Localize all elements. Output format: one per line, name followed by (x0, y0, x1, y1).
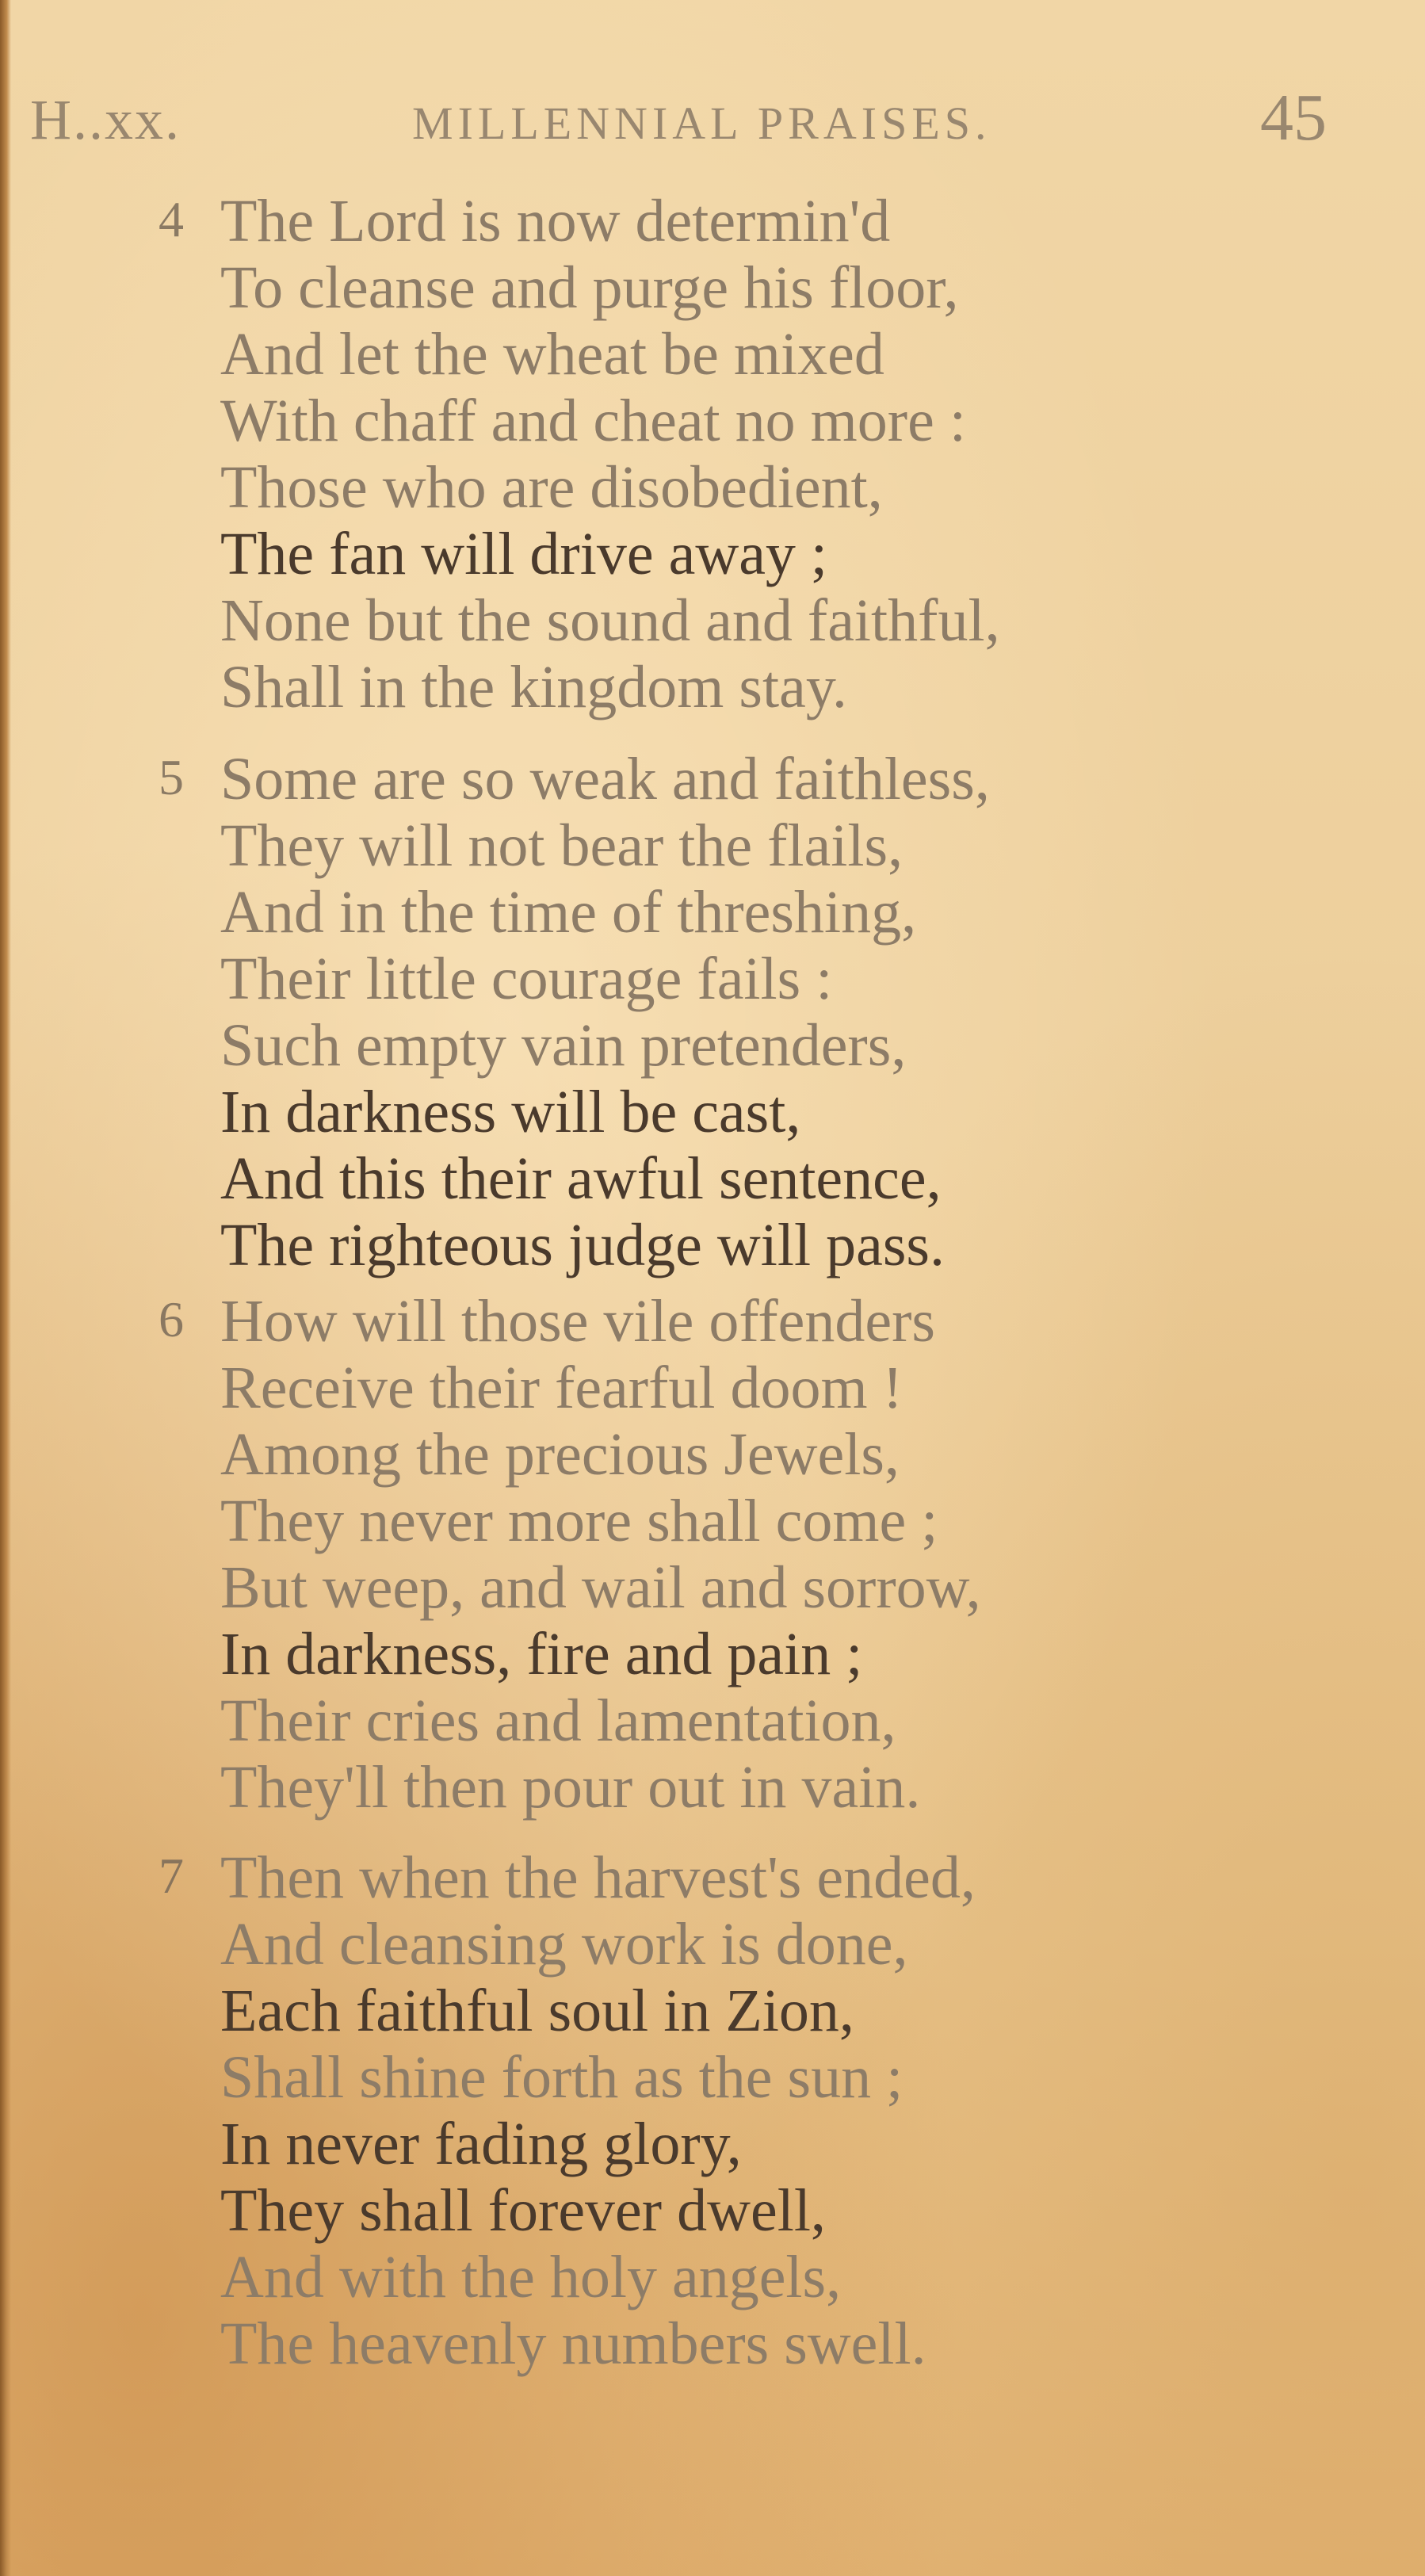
page-header (0, 79, 1425, 174)
verse-line: Those who are disobedient, (220, 454, 883, 521)
verse-line: Receive their fearful doom ! (220, 1355, 903, 1421)
verse-line: They will not bear the flails, (220, 812, 904, 879)
section-marker: H..xx. (30, 88, 181, 151)
verse-line: The righteous judge will pass. (220, 1212, 945, 1278)
verse-line: Some are so weak and faithless, (220, 746, 990, 812)
verse-line: In never fading glory, (220, 2111, 742, 2177)
verse-line: None but the sound and faithful, (220, 587, 1000, 654)
verse-line: Their cries and lamentation, (220, 1687, 896, 1754)
verse-line: The Lord is now determin'd (220, 188, 891, 254)
verse-line: But weep, and wail and sorrow, (220, 1554, 981, 1621)
verse-line: And this their awful sentence, (220, 1145, 942, 1212)
verse-line: And cleansing work is done, (220, 1911, 908, 1978)
verse-line: They never more shall come ; (220, 1488, 938, 1554)
verse-line: Among the precious Jewels, (220, 1421, 900, 1488)
page-binding-edge (0, 0, 11, 2576)
verse-line: Their little courage fails : (220, 946, 833, 1012)
verse-line: They'll then pour out in vain. (220, 1754, 921, 1821)
stanza-number: 7 (159, 1848, 184, 1904)
verse-line: In darkness will be cast, (220, 1079, 801, 1145)
verse-line: Each faithful soul in Zion, (220, 1978, 854, 2044)
verse-line: The fan will drive away ; (220, 521, 828, 587)
verse-line: Then when the harvest's ended, (220, 1844, 976, 1911)
stanza-number: 4 (159, 191, 184, 247)
verse-line: Shall in the kingdom stay. (220, 654, 847, 720)
verse-line: Such empty vain pretenders, (220, 1012, 907, 1079)
verse-line: How will those vile offenders (220, 1288, 935, 1355)
verse-line: And in the time of threshing, (220, 879, 917, 946)
stanza-number: 5 (159, 749, 184, 805)
page-number: 45 (1260, 81, 1327, 155)
verse-line: With chaff and cheat no more : (220, 388, 966, 454)
verse-line: To cleanse and purge his floor, (220, 254, 959, 321)
stanza-number: 6 (159, 1291, 184, 1347)
verse-line: And with the holy angels, (220, 2244, 842, 2310)
running-title: MILLENNIAL PRAISES. (412, 97, 991, 149)
verse-line: And let the wheat be mixed (220, 321, 884, 388)
verse-line: They shall forever dwell, (220, 2177, 826, 2244)
verse-line: The heavenly numbers swell. (220, 2310, 926, 2377)
verse-line: Shall shine forth as the sun ; (220, 2044, 904, 2111)
verse-line: In darkness, fire and pain ; (220, 1621, 863, 1687)
